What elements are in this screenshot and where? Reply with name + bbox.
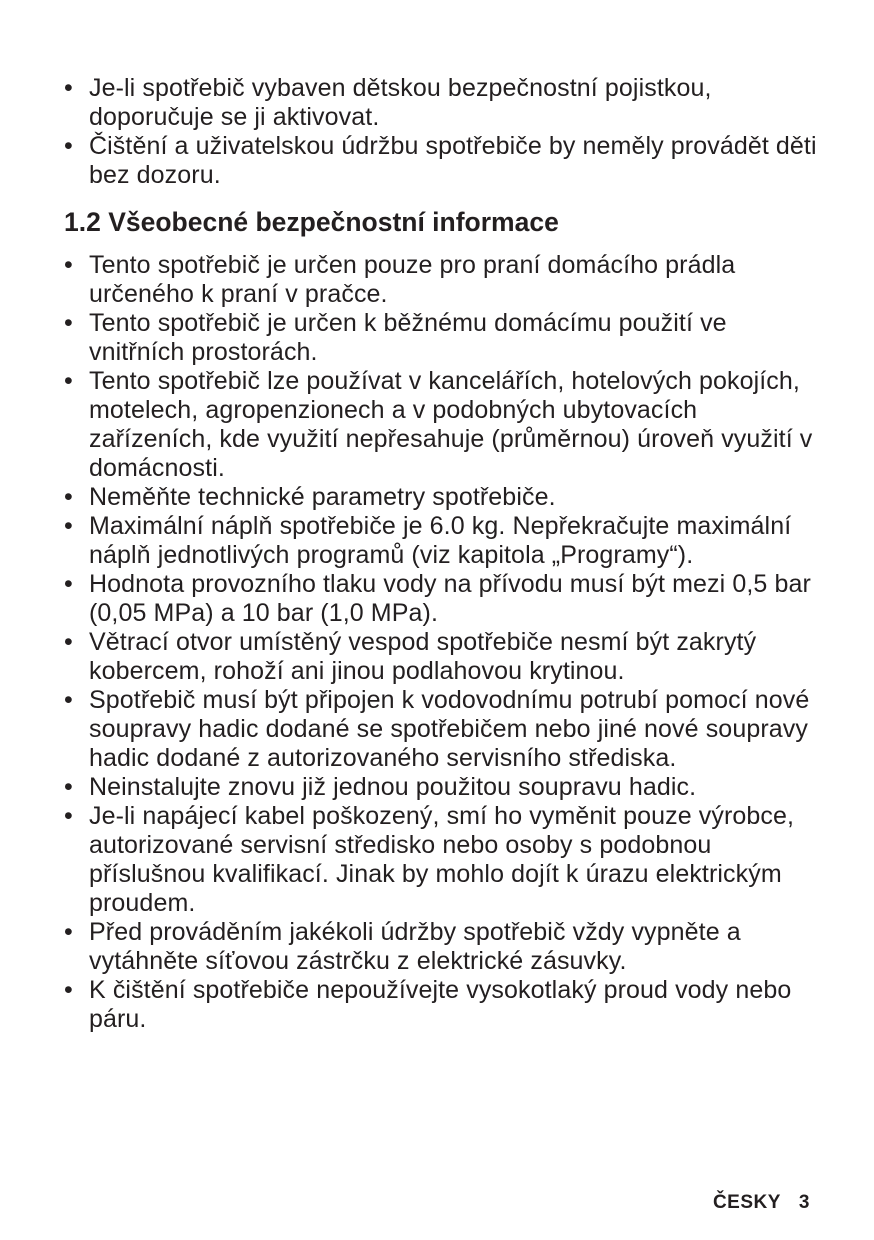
list-item [62,483,822,512]
list-item-text: Větrací otvor umístěný vespod spotřebiče nesmí být zakrytý kobercem, rohoží ani jinou podlahovou krytinou. [89,628,757,685]
list-item-text: Hodnota provozního tlaku vody na přívodu musí být mezi 0,5 bar (0,05 MPa) a 10 bar (1,0 MPa). [89,570,811,627]
bullet-icon: • [64,74,73,102]
page-footer [713,1192,810,1214]
bullet-icon: • [64,483,73,511]
bullet-icon: • [64,918,73,946]
list-item [62,976,822,1034]
list-item [62,628,822,686]
list-item-text: Spotřebič musí být připojen k vodovodnímu potrubí pomocí nové soupravy hadic dodané se spotřebičem nebo jiné nové soupravy hadic dodané z autorizovaného servisního střediska. [89,686,810,772]
list-item-text: Neinstalujte znovu již jednou použitou soupravu hadic. [89,773,697,801]
bullet-icon: • [64,802,73,830]
list-item-text: Čištění a uživatelskou údržbu spotřebiče by neměly provádět děti bez dozoru. [89,132,817,189]
bullet-icon: • [64,773,73,801]
section-heading: 1.2 Všeobecné bezpečnostní informace [64,207,559,237]
bullet-icon: • [64,512,73,540]
list-item [62,309,822,367]
list-item [62,918,822,976]
list-item [62,773,822,802]
intro-bullet-list [62,74,822,190]
footer-language: ČESKY [712,1192,781,1213]
list-item [62,686,822,773]
list-item-text: Tento spotřebič je určen k běžnému domácímu použití ve vnitřních prostorách. [89,309,727,366]
bullet-icon: • [64,628,73,656]
bullet-icon: • [64,309,73,337]
list-item [62,367,822,483]
bullet-icon: • [64,132,73,160]
list-item-text: Před prováděním jakékoli údržby spotřebič vždy vypněte a vytáhněte síťovou zástrčku z elektrické zásuvky. [89,918,741,975]
list-item-text: K čištění spotřebiče nepoužívejte vysokotlaký proud vody nebo páru. [89,976,792,1033]
safety-bullet-list [62,251,822,1034]
bullet-icon: • [64,367,73,395]
bullet-icon: • [64,570,73,598]
list-item-text: Maximální náplň spotřebiče je 6.0 kg. Nepřekračujte maximální náplň jednotlivých programů (viz kapitola „Programy“). [89,512,792,569]
list-item-text: Tento spotřebič je určen pouze pro praní domácího prádla určeného k praní v pračce. [89,251,736,308]
list-item [62,512,822,570]
list-item [62,570,822,628]
list-item-text: Je-li napájecí kabel poškozený, smí ho vyměnit pouze výrobce, autorizované servisní středisko nebo osoby s podobnou příslušnou kvalifikací. Jinak by mohlo dojít k úrazu elektrickým proudem. [89,802,795,917]
page-number: 3 [798,1192,810,1213]
bullet-icon: • [64,686,73,714]
list-item [62,132,822,190]
list-item-text: Je-li spotřebič vybaven dětskou bezpečnostní pojistkou, doporučuje se ji aktivovat. [89,74,712,131]
bullet-icon: • [64,976,73,1004]
list-item [62,802,822,918]
list-item-text: Tento spotřebič lze používat v kancelářích, hotelových pokojích, motelech, agropenzionech a v podobných ubytovacích zařízeních, kde využití nepřesahuje (průměrnou) úroveň využití v domácnosti. [89,367,813,482]
list-item [62,251,822,309]
list-item-text: Neměňte technické parametry spotřebiče. [89,483,556,511]
bullet-icon: • [64,251,73,279]
list-item [62,74,822,132]
